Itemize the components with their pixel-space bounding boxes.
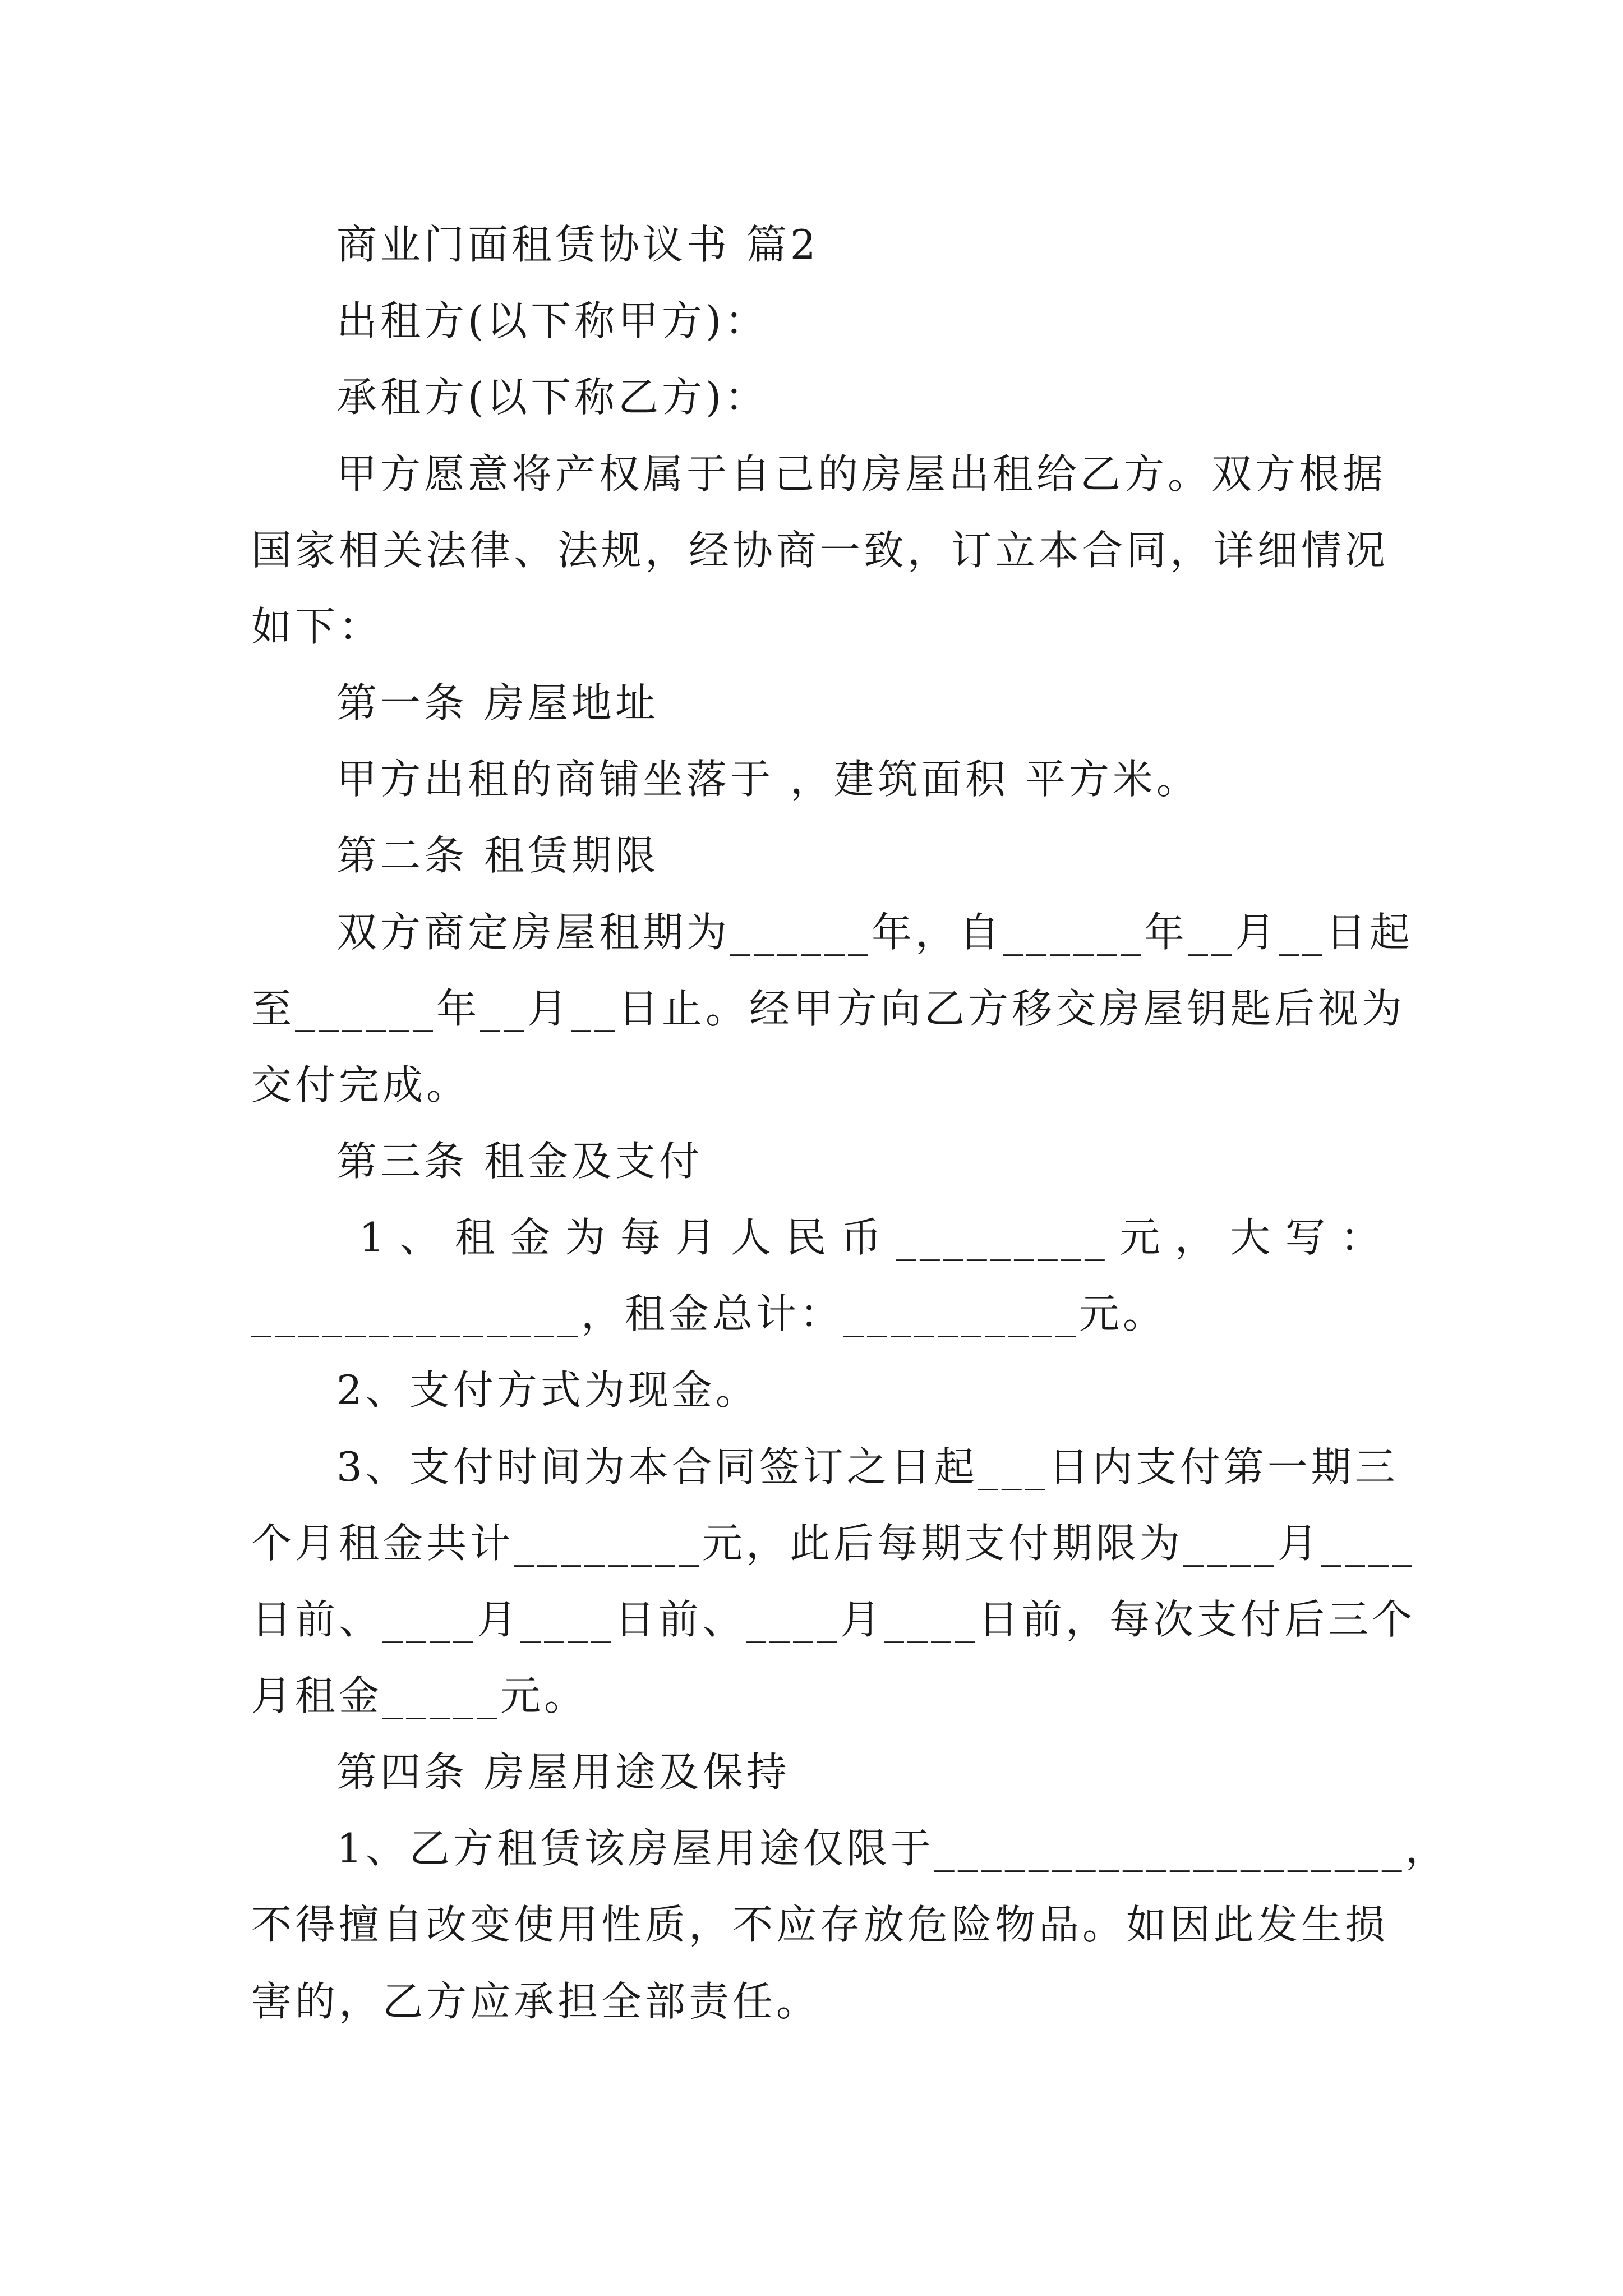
article-3-item-3-line: 3、支付时间为本合同签订之日起___日内支付第一期三: [336, 1443, 1399, 1490]
lessee-line: 承租方(以下称乙方)：: [336, 374, 769, 421]
article-2-text-line: 至______年__月__日止。经甲方向乙方移交房屋钥匙后视为: [251, 985, 1406, 1032]
article-4-item-1-line: 不得擅自改变使用性质，不应存放危险物品。如因此发生损: [251, 1901, 1389, 1948]
intro-paragraph-line: 甲方愿意将产权属于自己的房屋出租给乙方。双方根据: [336, 450, 1387, 498]
article-3-item-3-line: 月租金_____元。: [251, 1672, 588, 1719]
article-3-heading: 第三条 租金及支付: [336, 1138, 703, 1185]
article-4-item-1-line: 害的，乙方应承担全部责任。: [251, 1978, 820, 2025]
article-3-item-3-line: 个月租金共计________元，此后每期支付期限为____月____: [251, 1520, 1416, 1567]
article-2-text-line: 双方商定房屋租期为______年，自______年__月__日起: [336, 909, 1414, 956]
lessor-line: 出租方(以下称甲方)：: [336, 297, 769, 344]
article-2-heading: 第二条 租赁期限: [336, 832, 659, 879]
article-1-text: 甲方出租的商铺坐落于 ，建筑面积 平方米。: [336, 756, 1200, 803]
intro-paragraph-line: 如下：: [251, 603, 383, 650]
article-3-item-1-line: ______________，租金总计：__________元。: [251, 1290, 1167, 1337]
article-3-item-2: 2、支付方式为现金。: [336, 1366, 759, 1414]
article-4-heading: 第四条 房屋用途及保持: [336, 1749, 790, 1796]
article-4-item-1-line: 1、乙方租赁该房屋用途仅限于____________________，: [336, 1825, 1449, 1872]
article-2-text-line: 交付完成。: [251, 1061, 471, 1108]
article-1-heading: 第一条 房屋地址: [336, 679, 659, 726]
intro-paragraph-line: 国家相关法律、法规，经协商一致，订立本合同，详细情况: [251, 527, 1389, 574]
document-title: 商业门面租赁协议书 篇2: [336, 221, 819, 268]
article-3-item-3-line: 日前、____月____日前、____月____日前，每次支付后三个: [251, 1596, 1416, 1643]
article-3-item-1-line: 1、租金为每月人民币_________元，大写：: [359, 1214, 1384, 1261]
